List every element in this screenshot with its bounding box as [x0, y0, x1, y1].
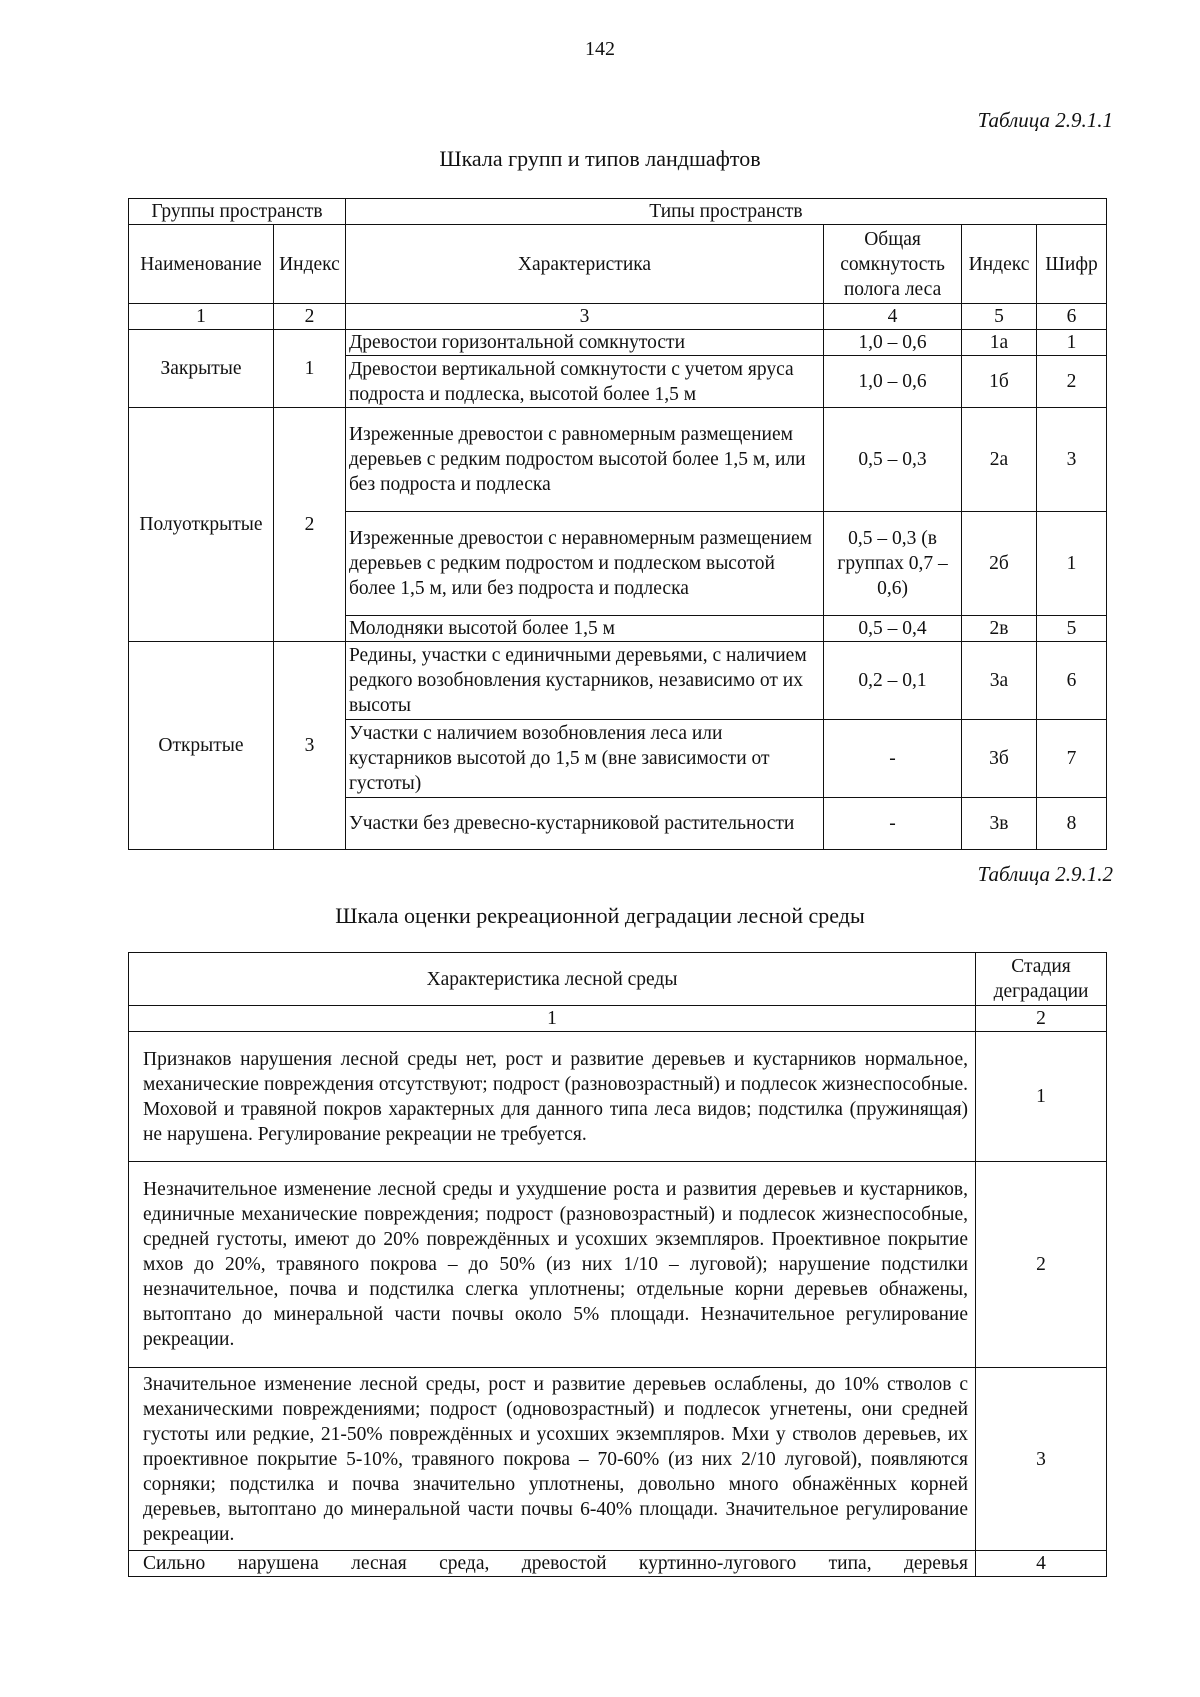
- page-number: 142: [585, 38, 615, 60]
- group-index: 3: [273, 642, 345, 850]
- type-code: 5: [1036, 616, 1106, 642]
- col-number: 1: [129, 304, 274, 330]
- type-characteristic: Молодняки высотой более 1,5 м: [345, 616, 823, 642]
- type-characteristic: Древостои горизонтальной сомкнутости: [345, 330, 823, 356]
- col-index-header: Индекс: [273, 225, 345, 304]
- degradation-stage: 1: [976, 1032, 1107, 1162]
- type-characteristic: Изреженные древостои с равномерным размещением деревьев с редким подростом высотой более 1,5 м, или без подроста и подлеска: [345, 408, 823, 512]
- table1-caption: Таблица 2.9.1.1: [977, 108, 1113, 132]
- type-index: 1б: [962, 356, 1037, 408]
- type-index: 2б: [962, 512, 1037, 616]
- type-code: 6: [1036, 642, 1106, 720]
- table-row: [129, 408, 1107, 512]
- type-code: 1: [1036, 330, 1106, 356]
- table2-number-row: [129, 1006, 1107, 1032]
- col-density-header: Общая сомкнутость полога леса: [824, 225, 962, 304]
- col-number: 4: [824, 304, 962, 330]
- degradation-stage: 4: [976, 1551, 1107, 1577]
- col-code-header: Шифр: [1036, 225, 1106, 304]
- table1-subheader-row: [129, 225, 1107, 304]
- table2-caption: Таблица 2.9.1.2: [977, 862, 1113, 886]
- type-index: 1а: [962, 330, 1037, 356]
- header-groups: Группы пространств: [129, 199, 346, 225]
- group-index: 2: [273, 408, 345, 642]
- type-code: 7: [1036, 720, 1106, 798]
- col-characteristic-header: Характеристика лесной среды: [129, 953, 976, 1006]
- degradation-description: Значительное изменение лесной среды, рост и развитие деревьев ослаблены, до 10% стволов с механическими повреждениями; подрост (одновозрастный) и подлесок угнетены, они средней густоты или редкие, 21-50% повреждённых и усохших экземпляров. Мхи у стволов деревьев, их проективное покрытие 5-10%, травяного покрова – 70-60% (из них 2/10 луговой), появляются сорняки; подстилка и почва значительно уплотнены, довольно много обнажённых корней деревьев, вытоптано до минеральной части почвы 6-40% площади. Значительное регулирование рекреации.: [129, 1368, 976, 1551]
- group-index: 1: [273, 330, 345, 408]
- type-code: 2: [1036, 356, 1106, 408]
- type-density: 1,0 – 0,6: [824, 330, 962, 356]
- type-density: 0,5 – 0,3: [824, 408, 962, 512]
- header-types: Типы пространств: [345, 199, 1106, 225]
- degradation-description: Незначительное изменение лесной среды и ухудшение роста и развития деревьев и кустарников, единичные механические повреждения; подрост (разновозрастный) и подлесок жизнеспособные, средней густоты, имеют до 20% повреждённых и усохших экземпляров. Проективное покрытие мхов до 20%, травяного покрова – до 50% (из них 1/10 – луговой); нарушение подстилки незначительное, почва и подстилка слегка уплотнены; отдельные корни деревьев обнажены, вытоптано до минеральной части почвы около 5% площади. Незначительное регулирование рекреации.: [129, 1162, 976, 1368]
- col-type-index-header: Индекс: [962, 225, 1037, 304]
- type-density: 0,5 – 0,4: [824, 616, 962, 642]
- table1-number-row: [129, 304, 1107, 330]
- group-name: Открытые: [129, 642, 274, 850]
- table-row: [129, 1368, 1107, 1551]
- type-characteristic: Древостои вертикальной сомкнутости с учетом яруса подроста и подлеска, высотой более 1,5 м: [345, 356, 823, 408]
- type-density: -: [824, 798, 962, 850]
- landscape-types-table: [128, 198, 1107, 850]
- col-number: 1: [129, 1006, 976, 1032]
- col-number: 2: [273, 304, 345, 330]
- type-density: -: [824, 720, 962, 798]
- table-row: [129, 1551, 1107, 1577]
- table-row: [129, 1032, 1107, 1162]
- type-index: 2в: [962, 616, 1037, 642]
- table-row: [129, 1162, 1107, 1368]
- type-density: 0,5 – 0,3 (в группах 0,7 – 0,6): [824, 512, 962, 616]
- degradation-description: Сильно нарушена лесная среда, древостой куртинно-лугового типа, деревья: [129, 1551, 976, 1577]
- col-number: 2: [976, 1006, 1107, 1032]
- col-number: 3: [345, 304, 823, 330]
- table1-title: Шкала групп и типов ландшафтов: [439, 146, 761, 171]
- degradation-stage: 3: [976, 1368, 1107, 1551]
- type-characteristic: Участки без древесно-кустарниковой растительности: [345, 798, 823, 850]
- type-density: 0,2 – 0,1: [824, 642, 962, 720]
- type-characteristic: Редины, участки с единичными деревьями, с наличием редкого возобновления кустарников, независимо от их высоты: [345, 642, 823, 720]
- col-characteristic-header: Характеристика: [345, 225, 823, 304]
- group-name: Полуоткрытые: [129, 408, 274, 642]
- degradation-scale-table: [128, 952, 1107, 1577]
- degradation-stage: 2: [976, 1162, 1107, 1368]
- table-row: [129, 642, 1107, 720]
- table-row: [129, 330, 1107, 356]
- type-characteristic: Изреженные древостои с неравномерным размещением деревьев с редким подростом и подлеском высотой более 1,5 м, или без подроста и подлеска: [345, 512, 823, 616]
- type-code: 3: [1036, 408, 1106, 512]
- type-index: 2а: [962, 408, 1037, 512]
- col-number: 5: [962, 304, 1037, 330]
- table1-header-row: [129, 199, 1107, 225]
- table2-title: Шкала оценки рекреационной деградации лесной среды: [335, 903, 865, 928]
- type-index: 3в: [962, 798, 1037, 850]
- degradation-description: Признаков нарушения лесной среды нет, рост и развитие деревьев и кустарников нормальное, механические повреждения отсутствуют; подрост (разновозрастный) и подлесок жизнеспособные. Моховой и травяной покров характерных для данного типа леса видов; подстилка (пружинящая) не нарушена. Регулирование рекреации не требуется.: [129, 1032, 976, 1162]
- col-name-header: Наименование: [129, 225, 274, 304]
- type-code: 1: [1036, 512, 1106, 616]
- type-density: 1,0 – 0,6: [824, 356, 962, 408]
- type-index: 3б: [962, 720, 1037, 798]
- type-code: 8: [1036, 798, 1106, 850]
- group-name: Закрытые: [129, 330, 274, 408]
- type-characteristic: Участки с наличием возобновления леса или кустарников высотой до 1,5 м (вне зависимости от густоты): [345, 720, 823, 798]
- table2-header-row: [129, 953, 1107, 1006]
- col-stage-header: Стадия деградации: [976, 953, 1107, 1006]
- col-number: 6: [1036, 304, 1106, 330]
- type-index: 3а: [962, 642, 1037, 720]
